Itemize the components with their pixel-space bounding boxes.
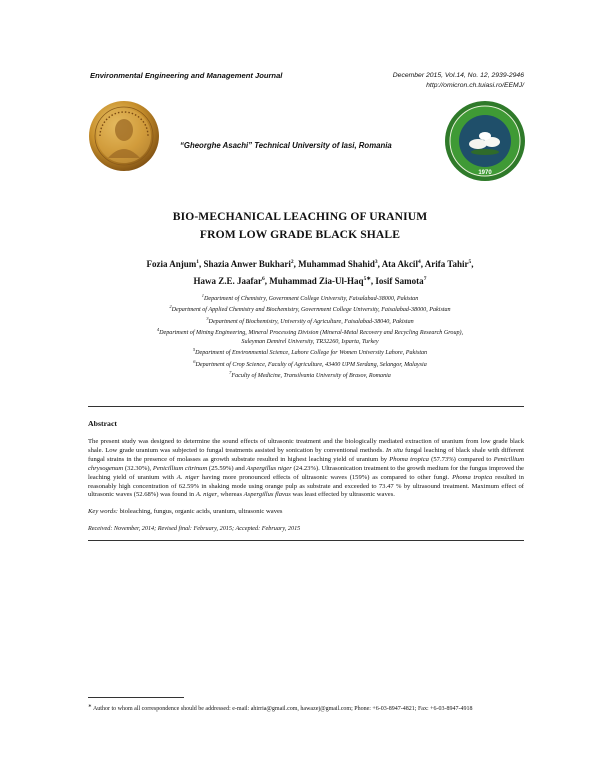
- affiliation-line: [60, 346, 560, 357]
- affiliation-mark: 7: [229, 370, 232, 376]
- author-name: Ata Akcil: [381, 259, 418, 269]
- bronze-medal-seal-icon: [88, 100, 160, 172]
- author-separator: ,: [370, 276, 376, 286]
- author-affiliation-mark: 7: [423, 276, 427, 282]
- affiliation-text: Department of Environmental Science, Lahore College for Women University Lahore, Pakistan: [195, 350, 428, 357]
- affiliation-text: Faculty of Medicine, Transilvania University of Brasov, Romania: [231, 373, 391, 380]
- abstract-italic-term: In situ: [385, 446, 403, 454]
- keywords-label: Key words:: [88, 508, 118, 515]
- affiliation-text: Department of Biochemistry, University of Agriculture, Faisalabad-38040, Pakistan: [208, 318, 414, 325]
- issue-line: December 2015, Vol.14, No. 12, 2939-2946: [392, 72, 524, 79]
- author-name: Muhammad Zia-Ul-Haq: [269, 276, 364, 286]
- affiliation-line: [60, 358, 560, 369]
- abstract-italic-term: Penicillium chrysogenum: [88, 455, 524, 472]
- footnote-mark: ∗: [88, 703, 92, 708]
- abstract-text: fungal leaching of black shale with different fungal strains in the presence of molasses as growth substrate resulted in highest leaching yield of uranium by: [88, 446, 525, 463]
- divider-bottom: [88, 540, 524, 541]
- affiliation-line: [60, 315, 560, 326]
- author-name: Hawa Z.E. Jaafar: [193, 276, 263, 286]
- author-name: Arifa Tahir: [424, 259, 469, 269]
- keywords: [88, 508, 524, 515]
- affiliation-mark: 1: [201, 293, 204, 298]
- author-separator: ,: [420, 259, 425, 269]
- author-affiliation-mark: 3: [374, 259, 378, 265]
- seal-year: 1970: [478, 170, 492, 176]
- affiliation-text: Suleyman Demirel University, TR32260, Isparta, Turkey: [241, 338, 379, 345]
- author-affiliation-mark: 6: [262, 276, 265, 282]
- affiliation-mark: 5: [192, 347, 196, 353]
- affiliation-text: Department of Applied Chemistry and Biochemistry, Government College University, Faisalabad-38000, Pakistan: [171, 307, 451, 314]
- author-separator: ,: [377, 259, 382, 269]
- abstract-text: (57.73%) compared to: [428, 455, 494, 463]
- author-affiliation-mark: 2: [290, 259, 294, 265]
- title-line-2: FROM LOW GRADE BLACK SHALE: [199, 228, 401, 241]
- abstract-text: (32.30%),: [123, 464, 153, 472]
- abstract-heading: Abstract: [88, 419, 118, 428]
- article-dates: Received: November, 2014; Revised final: February, 2015; Accepted: February, 2015: [88, 525, 301, 532]
- affiliation-mark: 4: [156, 327, 160, 333]
- author-name: Iosif Samota: [375, 276, 424, 286]
- affiliation-text: Department of Crop Science, Faculty of Agriculture, 43400 UPM Serdang, Selangor, Malaysia: [195, 361, 427, 368]
- abstract-italic-term: Aspergillus flavus: [243, 491, 291, 499]
- author-list: [60, 255, 560, 289]
- journal-name: Environmental Engineering and Management Journal: [90, 71, 283, 80]
- abstract-text: resulted in reasonably high concentration of 62.59% in shaking mode using orange pulp as substrate and exceeded to 73.47 % by ultrasound treatment. Maximum effect of ultrasonic waves (52.68%) was found in: [88, 473, 524, 499]
- journal-issue-info: [393, 71, 524, 91]
- journal-url-link[interactable]: http://omicron.ch.tuiasi.ro/EEMJ/: [426, 82, 524, 89]
- author-separator: ,: [199, 259, 204, 269]
- title-line-1: BIO-MECHANICAL LEACHING OF URANIUM: [172, 210, 428, 223]
- author-affiliation-mark: 1: [196, 259, 200, 265]
- abstract-italic-term: A. niger: [176, 473, 200, 481]
- author-affiliation-mark: 5: [468, 259, 472, 265]
- divider-top: [88, 406, 524, 407]
- abstract-text: , whereas: [217, 491, 244, 499]
- affiliation-line: [60, 303, 560, 314]
- affiliation-line: [60, 338, 560, 346]
- abstract-text: (24.23%). Ultrasonication treatment to the growth medium for the fungus improved the leaching yield of uranium with: [88, 464, 524, 481]
- abstract-text: having more pronounced effects of ultrasonic waves (159%) as compared to other fungi.: [199, 473, 453, 481]
- author-separator: ,: [293, 259, 299, 269]
- author-separator: ,: [264, 276, 270, 286]
- abstract-italic-term: Aspergillus niger: [246, 464, 292, 472]
- affiliation-text: Department of Chemistry, Government College University, Faisalabad-38000, Pakistan: [203, 296, 419, 303]
- abstract-body: [88, 438, 524, 500]
- affiliation-mark: 3: [206, 315, 209, 321]
- abstract-text: was least effected by ultrasonic waves.: [290, 491, 395, 499]
- affiliation-line: [60, 369, 560, 380]
- author-affiliation-mark: 5∗: [363, 276, 371, 282]
- university-name: “Gheorghe Asachi” Technical University of Iasi, Romania: [180, 141, 392, 150]
- author-name: Muhammad Shahid: [298, 259, 375, 269]
- author-separator: ,: [471, 259, 474, 269]
- author-name: Fozia Anjum: [146, 259, 197, 269]
- affiliation-list: [60, 292, 560, 380]
- abstract-italic-term: Penicillium citrinum: [152, 464, 208, 472]
- affiliation-mark: 2: [169, 304, 172, 310]
- article-title: [0, 208, 600, 244]
- correspondence-footnote: [88, 702, 524, 713]
- abstract-italic-term: Phoma tropica: [389, 455, 429, 463]
- abstract-italic-term: A. niger: [195, 491, 218, 499]
- affiliation-mark: 6: [193, 358, 196, 364]
- footnote-divider: [88, 697, 184, 698]
- author-affiliation-mark: 4: [417, 259, 421, 265]
- abstract-text: (25.59%) and: [207, 464, 247, 472]
- affiliation-text: Department of Mining Engineering, Mineral Processing Division (Mineral-Metal Recovery and Recycling Research Group),: [159, 330, 464, 337]
- affiliation-line: [60, 326, 560, 337]
- keywords-text: bioleaching, fungus, organic acids, uranium, ultrasonic waves: [117, 508, 283, 515]
- affiliation-line: [60, 292, 560, 303]
- abstract-italic-term: Phoma tropica: [452, 473, 493, 481]
- footnote-text: Author to whom all correspondence should be addressed: e-mail: ahirria@gmail.com, hawazej@gmail.com; Phone: +6-03-8947-4821; Fax: +6-03-8947-4918: [91, 706, 473, 712]
- abstract-text: The present study was designed to determine the sound effects of ultrasonic treatment and the biologically mediated extraction of uranium from low grade black shale. Low grade uranium was subjected to fungal treatments assisted by sonication by conventional methods.: [88, 438, 524, 454]
- author-name: Shazia Anwer Bukhari: [203, 259, 291, 269]
- green-lotus-seal-icon: [444, 100, 526, 182]
